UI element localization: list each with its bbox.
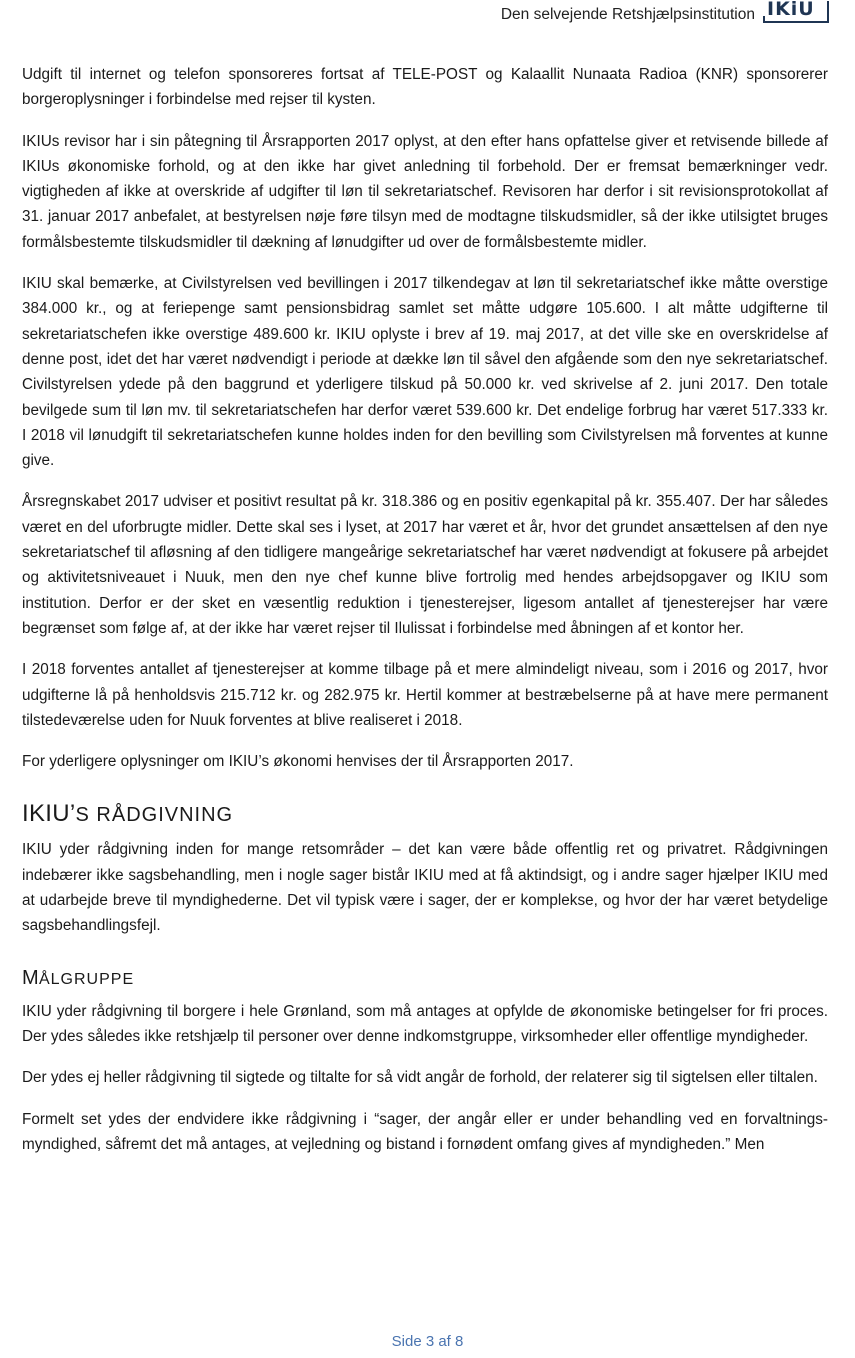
page-number: Side 3 af 8 <box>391 1333 464 1350</box>
paragraph-further-info: For yderligere oplysninger om IKIU’s økonomi henvises der til Årsrapporten 2017. <box>22 753 574 771</box>
paragraph-sponsors: Udgift til internet og telefon sponsoreres fortsat af TELE-POST og Kalaallit Nunaata Radioa (KNR) sponsorerer borgeroplysninger i forbindelse med rejser til kysten. <box>22 66 828 109</box>
paragraph-formal-exclusion: Formelt set ydes der endvidere ikke rådgivning i “sager, der angår eller er under behandling ved en forvaltningsmyndighed, såfremt det må antages, at vejledning og bistand i fornødent omfang gives af myndigheden.” Men <box>22 1110 828 1153</box>
paragraph-travel-2018: I 2018 forventes antallet af tjenesterejser at komme tilbage på et mere almindeligt niveau, som i 2016 og 2017, hvor udgifterne lå på henholdsvis 215.712 kr. og 282.975 kr. Hertil kommer at bestræbelserne på at have mere permanent tilstedeværelse uden for Nuuk forventes at blive realiseret i 2018. <box>22 661 828 729</box>
paragraph-target-group: IKIU yder rådgivning til borgere i hele Grønland, som må antages at opfylde de økonomiske betingelser for fri proces. Der ydes således ikke retshjælp til personer over denne indkomstgruppe, virksomheder eller offentlige myndigheder. <box>22 1002 828 1045</box>
logo-underline <box>763 21 829 23</box>
header-institution-name: Den selvejende Retshjælpsinstitution <box>500 6 755 23</box>
paragraph-charged-persons: Der ydes ej heller rådgivning til sigtede og tiltalte for så vidt angår de forhold, der relaterer sig til sigtelsen eller tiltalen. <box>22 1069 818 1087</box>
subsection-heading-target-group <box>22 961 828 997</box>
document-body <box>22 62 828 1173</box>
logo-bracket-left <box>763 16 765 23</box>
logo-text: IKiU <box>767 0 815 20</box>
section-heading-advice <box>22 796 828 833</box>
paragraph-advice: IKIU yder rådgivning inden for mange retsområder – det kan være både offentlig ret og privatret. Rådgivningen indebærer ikke sagsbehandling, men i nogle sager bistår IKIU med at få aktindsigt, og i andre sager hjælper IKIU med at udarbejde breve til myndighederne. Det vil typisk være i sager, der er komplekse, og hvor der har været betydelige sagsbehandlingsfejl. <box>22 841 828 935</box>
paragraph-auditor: IKIUs revisor har i sin påtegning til Årsrapporten 2017 oplyst, at den efter hans opfattelse giver et retvisende billede af IKIUs økonomiske forhold, og at den ikke har givet anledning til forbehold. Der er fremsat bemærkninger vedr. vigtigheden af ikke at overskride af udgifter til løn til sekretariatschef. Revisoren har derfor i sit revisionsprotokollat af 31. januar 2017 anbefalet, at bestyrelsen nøje føre tilsyn med de modtagne tilskudsmidler, så der ikke utilsigtet bruges formålsbestemte tilskudsmidler til dækning af lønudgifter ud over de formålsbestemte midler. <box>22 132 828 251</box>
paragraph-salary: IKIU skal bemærke, at Civilstyrelsen ved bevillingen i 2017 tilkendegav at løn til sekretariatschef ikke måtte overstige 384.000 kr., og at feriepenge samt pensionsbidrag samlet set måtte udgøre 105.600. I alt måtte udgifterne til sekretariatschefen ikke overstige 489.600 kr. IKIU oplyste i brev af 19. maj 2017, at det ville ske en overskridelse af denne post, idet det har været nødvendigt i periode at dække løn til såvel den afgående som den nye sekretariatschef. Civilstyrelsen ydede på den baggrund et yderligere tilskud på 50.000 kr. ved skrivelse af 2. juni 2017. Den totale bevilgede sum til løn mv. til sekretariatschefen har derfor været 539.600 kr. Det endelige forbrug har været 517.333 kr. I 2018 vil lønudgift til sekretariatschefen kunne holdes inden for den bevilling som Civilstyrelsen må forventes at kunne give. <box>22 275 828 470</box>
subsection-heading-lead: M <box>22 966 39 989</box>
paragraph-annual-accounts: Årsregnskabet 2017 udviser et positivt resultat på kr. 318.386 og en positiv egenkapital på kr. 355.407. Der har således været en del uforbrugte midler. Dette skal ses i lyset, at 2017 har været et år, hvor det grundet ansættelsen af den nye sekretariatschef til afløsning af den tidligere mangeårige sekretariatschef har været nødvendigt at fokusere på arbejdet og aktivitetsniveauet i Nuuk, men den nye chef kunne blive fortrolig med hendes arbejdsopgaver og IKIU som institution. Derfor er der sket en væsentlig reduktion i tjenesterejser, ligesom antallet af tjenesterejser har være begrænset som følge af, at der ikke har været rejser til Ilulissat i forbindelse med åbningen af et kontor her. <box>22 493 828 637</box>
ikiu-logo <box>763 1 829 23</box>
section-heading-lead: IKIU’ <box>22 800 76 828</box>
subsection-heading-rest: ÅLGRUPPE <box>38 970 135 988</box>
logo-bracket-right <box>827 1 829 23</box>
page-header <box>0 0 855 34</box>
section-heading-rest: S RÅDGIVNING <box>75 804 234 827</box>
